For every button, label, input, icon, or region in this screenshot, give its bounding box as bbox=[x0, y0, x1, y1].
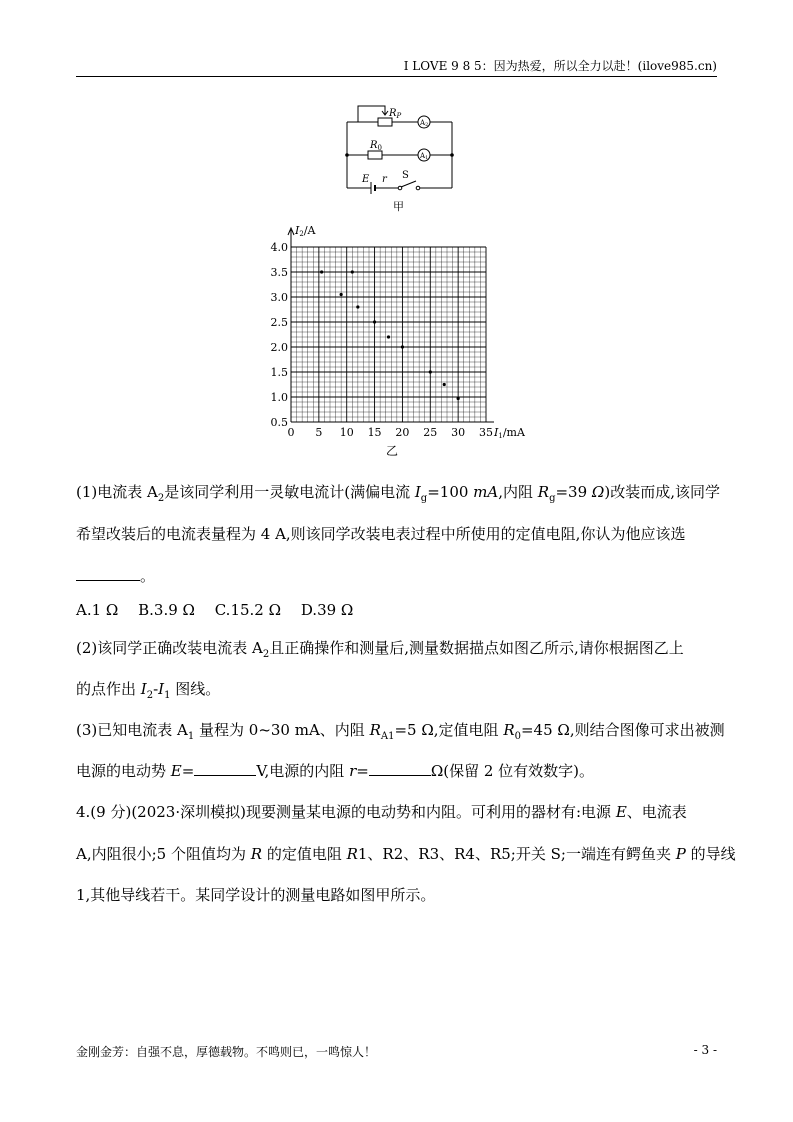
meter-a2-label: A2 bbox=[420, 119, 429, 128]
page-header bbox=[76, 56, 717, 77]
x-tick-label: 20 bbox=[395, 426, 410, 439]
data-point bbox=[340, 293, 343, 296]
y-tick-label: 2.5 bbox=[270, 316, 288, 329]
q2-line2: 的点作出 $I_2-I_1$ 图线。 bbox=[76, 680, 221, 701]
footer-motto: 金刚金芳：自强不息，厚德载物。不鸣则已，一鸣惊人！ bbox=[76, 1045, 377, 1059]
data-point bbox=[373, 320, 376, 323]
q3-emf-blank[interactable] bbox=[194, 763, 256, 776]
page-number: - 3 - bbox=[693, 1043, 717, 1057]
q3-line1: (3)已知电流表 $A_1$ 量程为 0~30 mA、内阻 $R_{A1}=5$ Ω,定值电阻 $R_0=45$ Ω,则结合图像可求出被测 bbox=[76, 721, 725, 742]
q1-line2: 希望改装后的电流表量程为 4 A,则该同学改装电表过程中所使用的定值电阻,你认为他应该选 bbox=[76, 525, 686, 543]
y-tick-label: 2.0 bbox=[270, 341, 288, 354]
x-tick-label: 30 bbox=[451, 426, 466, 439]
q4-line1: 4.(9 分)(2023·深圳模拟)现要测量某电源的电动势和内阻。可利用的器材有:电源 E、电流表 bbox=[76, 803, 687, 821]
q4-line3: 1,其他导线若干。某同学设计的测量电路如图甲所示。 bbox=[76, 886, 436, 904]
label-rp: $R_P$ bbox=[389, 108, 402, 120]
x-axis-label: I1/mA bbox=[494, 426, 525, 440]
data-point bbox=[443, 383, 446, 386]
q4-line2: A,内阻很小;5 个阻值均为 R 的定值电阻 R1、R2、R3、R4、R5;开关 S;一端连有鳄鱼夹 P 的导线 bbox=[76, 845, 736, 863]
label-s: S bbox=[402, 170, 409, 181]
y-axis-label: I2/A bbox=[295, 224, 316, 238]
x-tick-label: 5 bbox=[315, 426, 323, 439]
q1-answer-blank[interactable] bbox=[76, 568, 140, 581]
data-point bbox=[457, 397, 460, 400]
q1-line1: (1)电流表 $A_2$是该同学利用一灵敏电流计(满偏电流 $I_g=100$ mA,内阻 $R_g=39$ Ω)改装而成,该同学 bbox=[76, 483, 720, 504]
q2-line1: (2)该同学正确改装电流表 $A_2$且正确操作和测量后,测量数据描点如图乙所示,请你根据图乙上 bbox=[76, 639, 684, 660]
data-point bbox=[387, 335, 390, 338]
data-point bbox=[320, 270, 323, 273]
q1-options: A.1 Ω B.3.9 Ω C.15.2 Ω D.39 Ω bbox=[76, 601, 354, 619]
x-tick-label: 25 bbox=[423, 426, 438, 439]
i2-i1-chart bbox=[262, 222, 542, 462]
data-point bbox=[351, 270, 354, 273]
y-tick-label: 1.0 bbox=[270, 391, 288, 404]
x-tick-label: 35 bbox=[479, 426, 493, 439]
circuit-diagram bbox=[340, 100, 460, 215]
y-tick-label: 3.0 bbox=[270, 291, 288, 304]
chart-caption: 乙 bbox=[386, 444, 399, 458]
label-r: r bbox=[382, 174, 387, 185]
x-tick-label: 15 bbox=[367, 426, 382, 439]
label-r0: $R_0$ bbox=[370, 140, 382, 152]
x-tick-label: 10 bbox=[339, 426, 354, 439]
y-tick-label: 0.5 bbox=[270, 416, 288, 429]
label-e: E bbox=[362, 174, 370, 185]
y-tick-label: 1.5 bbox=[270, 366, 288, 379]
circuit-caption: 甲 bbox=[393, 200, 404, 213]
y-tick-label: 3.5 bbox=[270, 266, 288, 279]
data-point bbox=[429, 370, 432, 373]
data-point bbox=[401, 345, 404, 348]
header-text: I LOVE 9 8 5：因为热爱，所以全力以赴！(ilove985.cn) bbox=[403, 59, 717, 73]
x-tick-label: 0 bbox=[287, 426, 295, 439]
q3-line2: 电源的电动势 E= V,电源的内阻 r= Ω(保留 2 位有效数字)。 bbox=[76, 762, 595, 780]
data-point bbox=[356, 305, 359, 308]
meter-a1-label: A1 bbox=[420, 152, 429, 161]
y-tick-label: 4.0 bbox=[270, 241, 288, 254]
q3-resistance-blank[interactable] bbox=[369, 763, 431, 776]
q1-line3: 。 bbox=[76, 568, 718, 584]
